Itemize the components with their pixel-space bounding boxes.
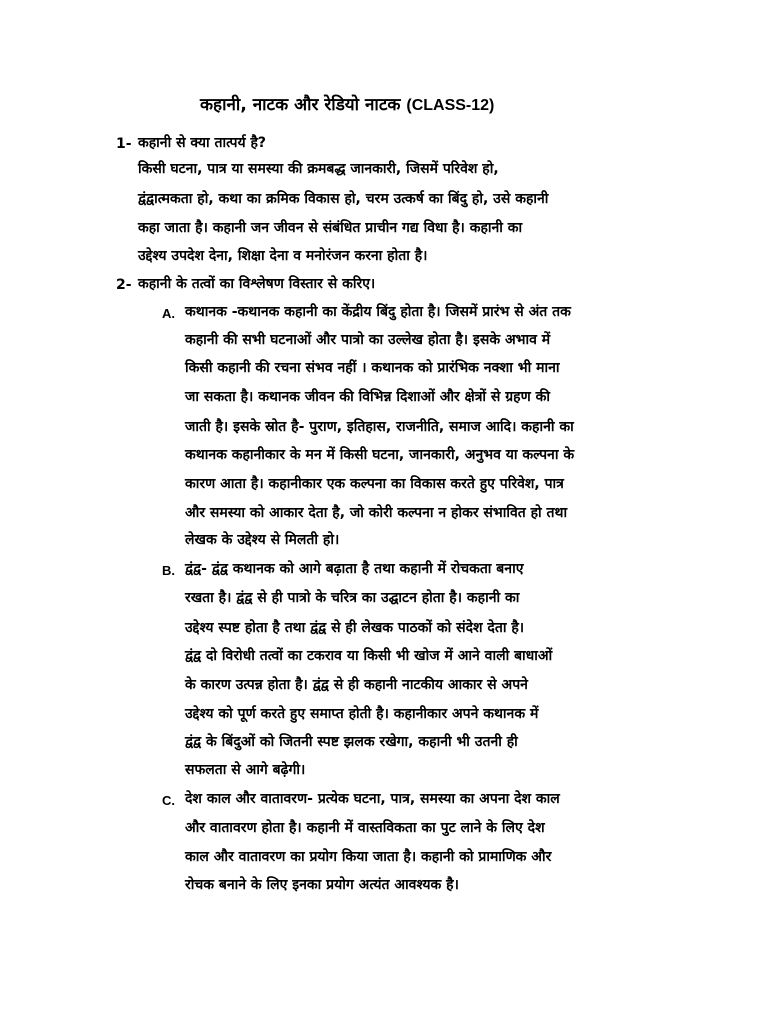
title-hindi: कहानी, नाटक और रेडियो नाटक [200,95,401,115]
question-1-text: कहानी से क्या तात्पर्य है? [138,135,266,151]
subpoint-a-line: जा सकता है। कथानक जीवन की विभिन्न दिशाओं और क्षेत्रों से ग्रहण की [185,389,550,405]
subpoint-a-line: किसी कहानी की रचना संभव नहीं । कथानक को प्रारंभिक नक्शा भी माना [185,360,560,376]
subpoint-a-line: कथानक कहानीकार के मन में किसी घटना, जानकारी, अनुभव या कल्पना के [185,447,575,463]
subpoint-a-line: और समस्या को आकार देता है, जो कोरी कल्पना न होकर संभावित हो तथा [185,505,568,521]
subpoint-b-line: द्वंद्व के बिंदुओं को जितनी स्पष्ट झलक रखेगा, कहानी भी उतनी ही [185,734,518,750]
subpoint-b-line: रखता है। द्वंद्व से ही पात्रो के चरित्र का उद्घाटन होता है। कहानी का [185,590,520,606]
subpoint-b-letter: B. [162,563,175,578]
subpoint-a-letter: A. [162,306,175,321]
question-2-number: 2- [116,277,132,293]
subpoint-c-letter: C. [162,793,175,808]
subpoint-a-line: लेखक के उद्देश्य से मिलती हो। [185,532,340,548]
question-1-number: 1- [116,136,132,152]
subpoint-b-line: सफलता से आगे बढ़ेगी। [185,762,306,778]
answer-1-line: द्वंद्वात्मकता हो, कथा का क्रमिक विकास हो, चरम उत्कर्ष का बिंदु हो, उसे कहानी [138,191,549,207]
subpoint-a-line: कहानी की सभी घटनाओं और पात्रो का उल्लेख होता है। इसके अभाव में [185,332,551,348]
title-class: (CLASS-12) [406,97,495,114]
subpoint-b-line: द्वंद्व दो विरोधी तत्वों का टकराव या किसी भी खोज में आने वाली बाधाओं [185,648,553,664]
subpoint-a-line: जाती है। इसके स्रोत है- पुराण, इतिहास, राजनीति, समाज आदि। कहानी का [185,419,574,435]
answer-1-line: किसी घटना, पात्र या समस्या की क्रमबद्ध जानकारी, जिसमें परिवेश हो, [138,161,499,177]
subpoint-b-line: उद्देश्य स्पष्ट होता है तथा द्वंद्व से ही लेखक पाठकों को संदेश देता है। [185,620,525,636]
subpoint-c-line: काल और वातावरण का प्रयोग किया जाता है। कहानी को प्रामाणिक और [185,849,552,865]
subpoint-c-line: देश काल और वातावरण- प्रत्येक घटना, पात्र, समस्या का अपना देश काल [185,791,560,807]
subpoint-b-line: द्वंद्व- द्वंद्व कथानक को आगे बढ़ाता है तथा कहानी में रोचकता बनाए [185,561,524,577]
page-title [200,92,494,115]
subpoint-a-line: कथानक -कथानक कहानी का केंद्रीय बिंदु होता है। जिसमें प्रारंभ से अंत तक [185,304,571,320]
answer-1-line: उद्देश्य उपदेश देना, शिक्षा देना व मनोरंजन करना होता है। [138,248,428,264]
subpoint-b-line: उद्देश्य को पूर्ण करते हुए समाप्त होती है। कहानीकार अपने कथानक में [185,706,539,722]
subpoint-c-line: रोचक बनाने के लिए इनका प्रयोग अत्यंत आवश्यक है। [185,877,459,893]
subpoint-b-line: के कारण उत्पन्न होता है। द्वंद्व से ही कहानी नाटकीय आकार से अपने [185,677,528,693]
question-2-text: कहानी के तत्वों का विश्लेषण विस्तार से करिए। [138,276,376,292]
answer-1-line: कहा जाता है। कहानी जन जीवन से संबंधित प्राचीन गद्य विधा है। कहानी का [138,220,523,236]
subpoint-c-line: और वातावरण होता है। कहानी में वास्तविकता का पुट लाने के लिए देश [185,820,545,836]
subpoint-a-line: कारण आता है। कहानीकार एक कल्पना का विकास करते हुए परिवेश, पात्र [185,476,564,492]
